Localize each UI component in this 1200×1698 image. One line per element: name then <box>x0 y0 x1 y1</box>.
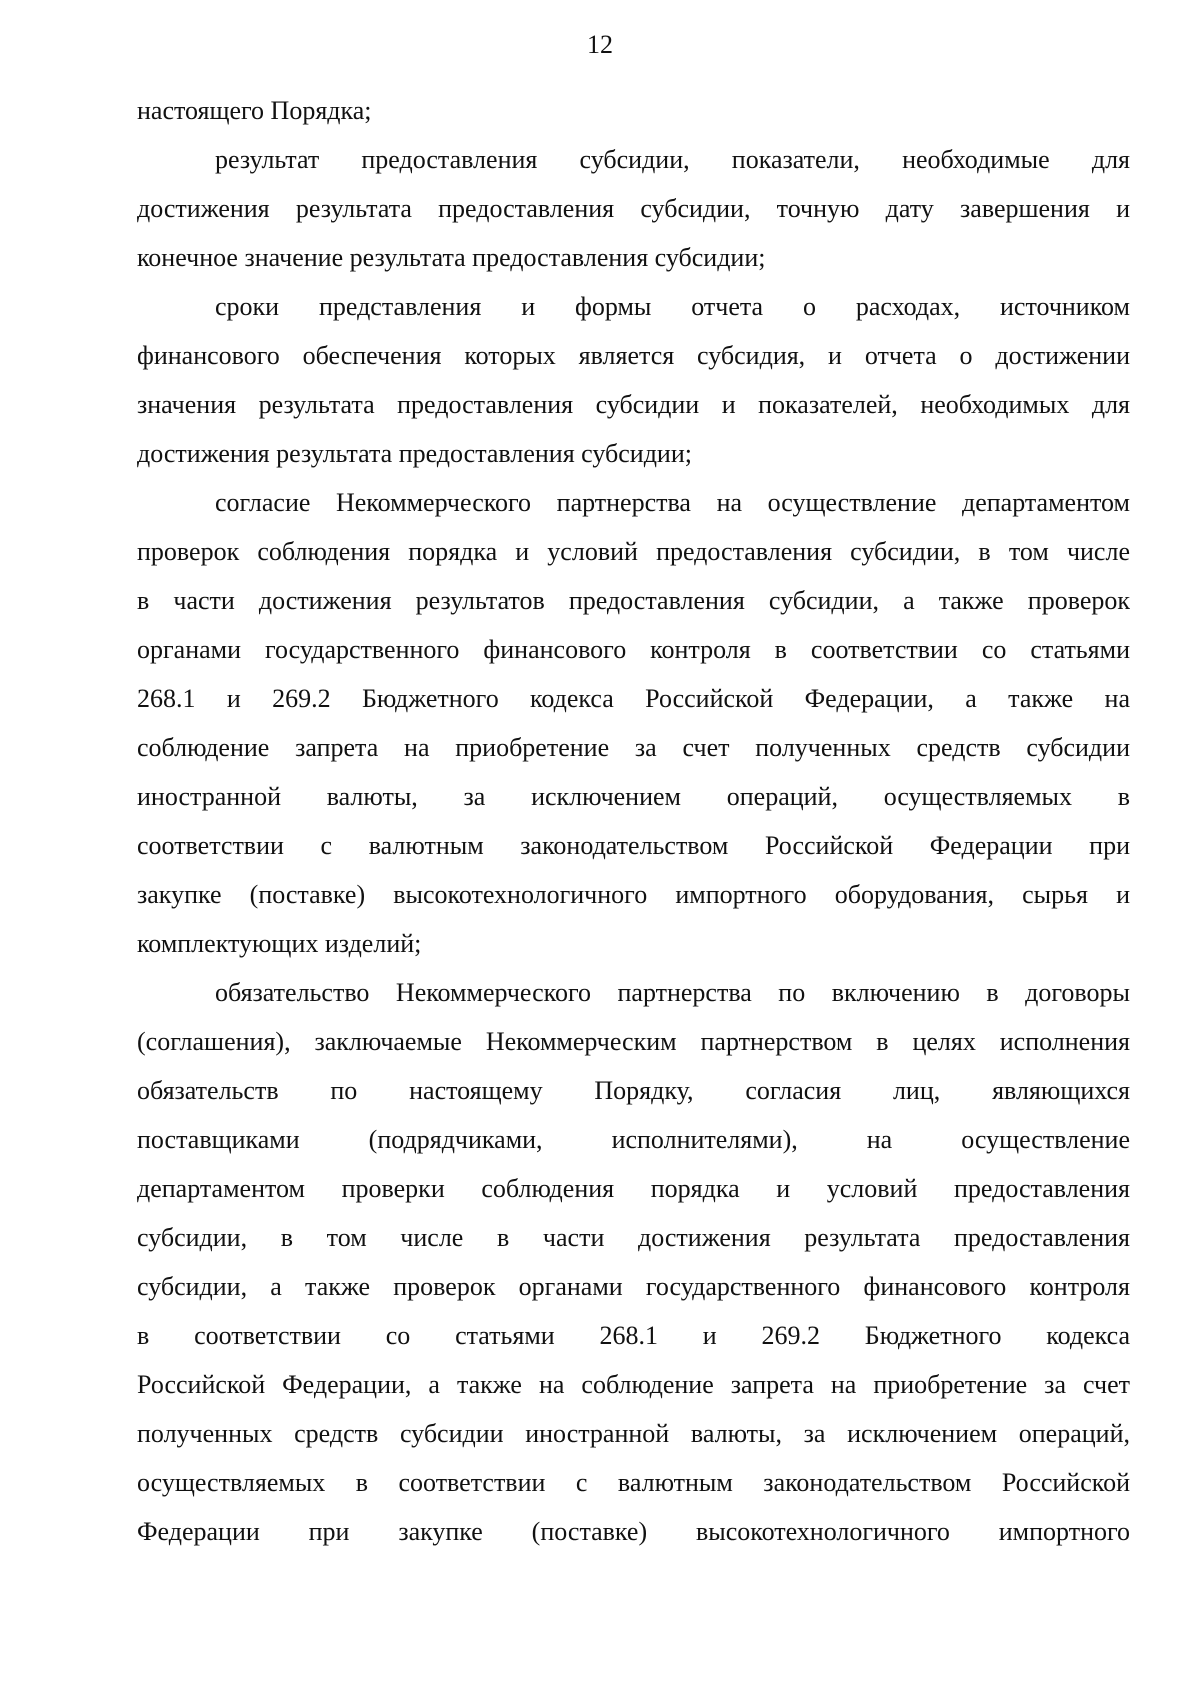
text-line: (соглашения), заключаемые Некоммерческим партнерством в целях исполнения <box>137 1027 1130 1056</box>
text-line: в части достижения результатов предоставления субсидии, а также проверок <box>137 586 1130 615</box>
text-line: комплектующих изделий; <box>137 929 422 958</box>
text-line: согласие Некоммерческого партнерства на осуществление департаментом <box>215 488 1130 517</box>
text-line: субсидии, в том числе в части достижения результата предоставления <box>137 1223 1130 1252</box>
text-line: Федерации при закупке (поставке) высокотехнологичного импортного <box>137 1517 1130 1546</box>
text-line: значения результата предоставления субсидии и показателей, необходимых для <box>137 390 1130 419</box>
text-line: Российской Федерации, а также на соблюдение запрета на приобретение за счет <box>137 1370 1130 1399</box>
text-line: обязательств по настоящему Порядку, согласия лиц, являющихся <box>137 1076 1130 1105</box>
text-line: органами государственного финансового контроля в соответствии со статьями <box>137 635 1130 664</box>
text-line: обязательство Некоммерческого партнерства по включению в договоры <box>215 978 1130 1007</box>
text-line: соблюдение запрета на приобретение за счет полученных средств субсидии <box>137 733 1130 762</box>
text-line: сроки представления и формы отчета о расходах, источником <box>215 292 1130 321</box>
text-line: закупке (поставке) высокотехнологичного импортного оборудования, сырья и <box>137 880 1130 909</box>
text-line: результат предоставления субсидии, показатели, необходимые для <box>215 145 1130 174</box>
text-line: поставщиками (подрядчиками, исполнителями), на осуществление <box>137 1125 1130 1154</box>
text-line: достижения результата предоставления субсидии, точную дату завершения и <box>137 194 1130 223</box>
text-line: департаментом проверки соблюдения порядка и условий предоставления <box>137 1174 1130 1203</box>
text-line: в соответствии со статьями 268.1 и 269.2 Бюджетного кодекса <box>137 1321 1130 1350</box>
text-line: полученных средств субсидии иностранной валюты, за исключением операций, <box>137 1419 1130 1448</box>
text-line: осуществляемых в соответствии с валютным законодательством Российской <box>137 1468 1130 1497</box>
page-number: 12 <box>587 30 613 59</box>
text-line: 268.1 и 269.2 Бюджетного кодекса Российской Федерации, а также на <box>137 684 1130 713</box>
text-line: достижения результата предоставления субсидии; <box>137 439 692 468</box>
text-line: субсидии, а также проверок органами государственного финансового контроля <box>137 1272 1130 1301</box>
text-line: соответствии с валютным законодательством Российской Федерации при <box>137 831 1130 860</box>
text-line: проверок соблюдения порядка и условий предоставления субсидии, в том числе <box>137 537 1130 566</box>
text-line: иностранной валюты, за исключением операций, осуществляемых в <box>137 782 1130 811</box>
text-line: настоящего Порядка; <box>137 96 372 125</box>
document-body <box>137 86 1130 1556</box>
text-line: финансового обеспечения которых является субсидия, и отчета о достижении <box>137 341 1130 370</box>
text-line: конечное значение результата предоставления субсидии; <box>137 243 766 272</box>
